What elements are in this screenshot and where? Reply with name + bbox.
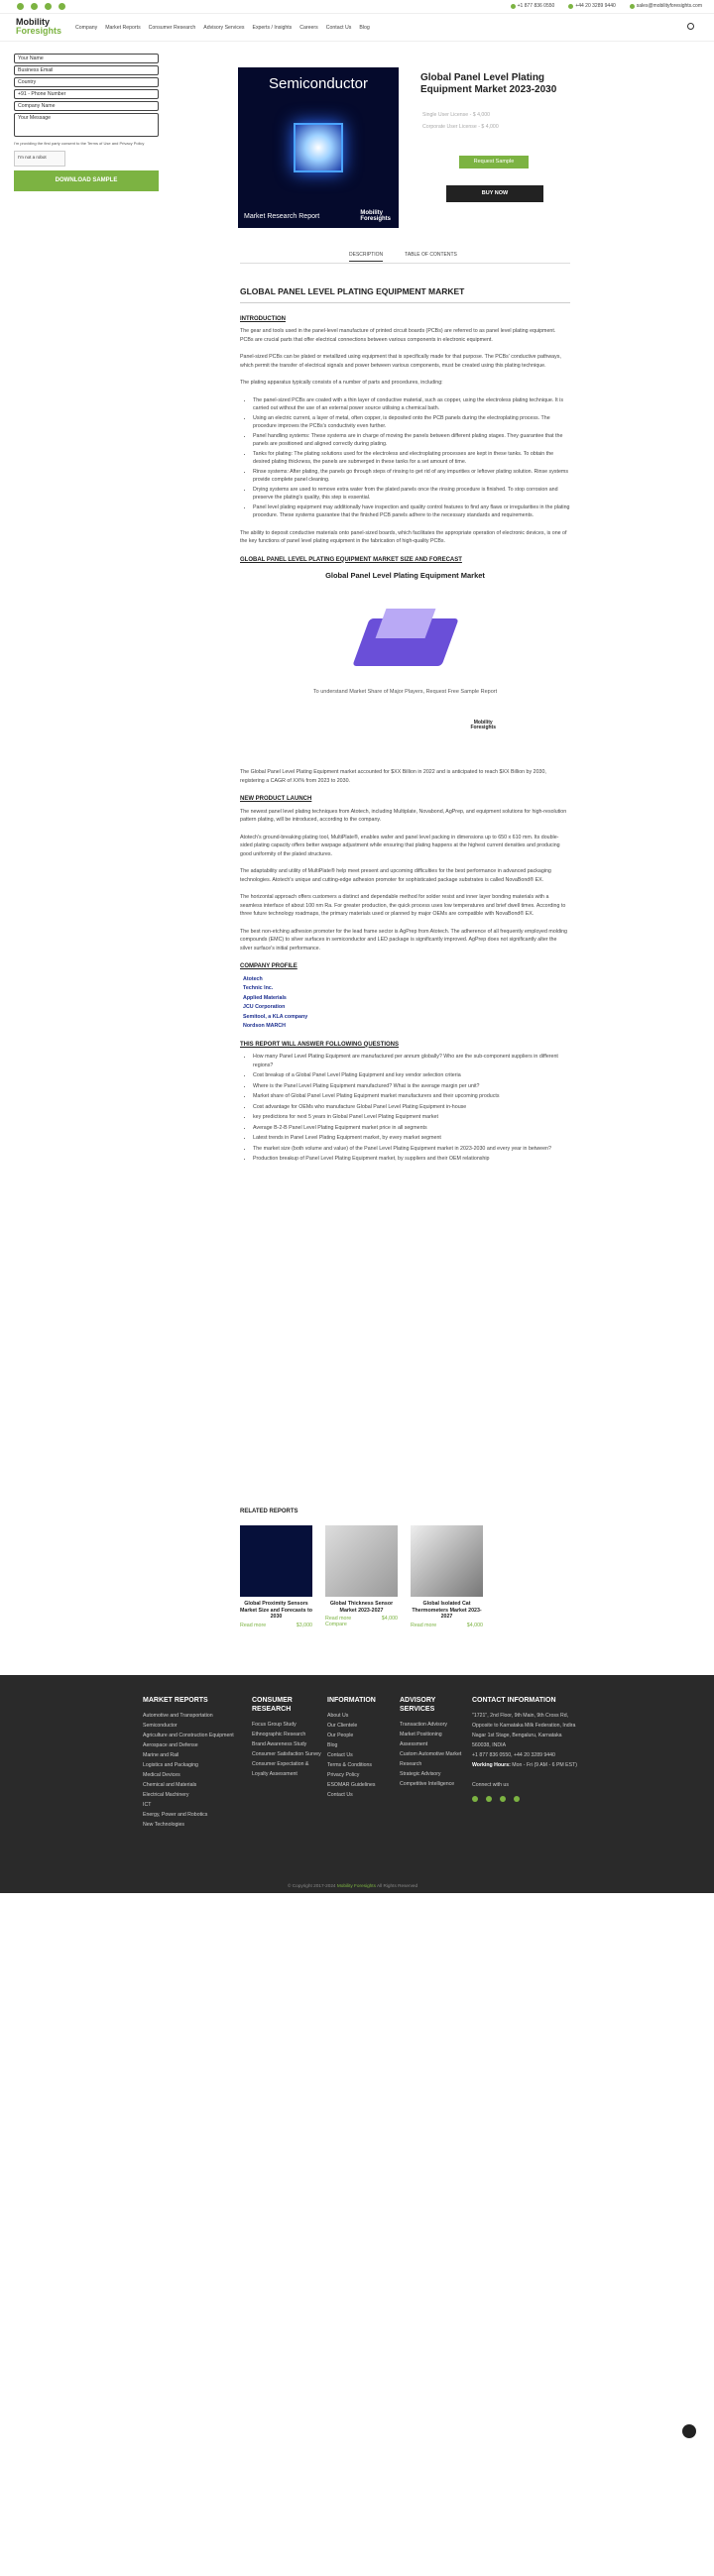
question-item: • Cost advantage for OEMs who manufacture Global Panel Level Plating Equipment in-house (253, 1103, 570, 1112)
footer-link[interactable]: Transaction Advisory (400, 1722, 447, 1728)
footer-link[interactable]: Terms & Conditions (327, 1762, 372, 1768)
price: $4,000 (381, 1616, 398, 1622)
footer-link[interactable]: Our People (327, 1733, 354, 1738)
footer-link[interactable]: ICT (143, 1802, 152, 1808)
footer-link[interactable]: Consumer Satisfaction Survey (252, 1751, 321, 1757)
question-item: • The market size (both volume and value) of the Panel Level Plating Equipment market in 2023-2030 and every year in between? (253, 1145, 570, 1154)
infographic-title: Global Panel Level Plating Equipment Market (325, 571, 485, 580)
phone-us[interactable]: +1 877 836 0550 (511, 3, 555, 9)
address: "1721", 2nd Floor, 9th Main, 9th Cross Rd, Opposite to Karnataka Milk Federation, Indira Nagar 1st Stage, Bengaluru, Karnataka 560038, INDIA (472, 1713, 576, 1748)
footer-link[interactable]: Medical Devices (143, 1772, 180, 1778)
related-card[interactable] (411, 1525, 483, 1628)
main-nav (75, 25, 370, 31)
company-item[interactable]: Applied Materials (243, 994, 287, 1001)
youtube-icon[interactable] (514, 1796, 520, 1802)
footer-link[interactable]: Privacy Policy (327, 1772, 360, 1778)
footer-link[interactable]: Market Positioning Assessment (400, 1732, 442, 1747)
search-icon[interactable] (687, 23, 694, 30)
question-item: • Latest trends in Panel Level Plating Equipment market, by every market segment (253, 1134, 570, 1143)
read-more-link[interactable]: Read more (240, 1622, 267, 1628)
phone-icon (568, 4, 573, 9)
question-item: • Market share of Global Panel Level Plating Equipment market manufacturers and their upcoming products (253, 1092, 570, 1101)
top-bar (0, 0, 714, 14)
questions-list (253, 1053, 570, 1164)
list-item: • Tanks for plating: The plating solutions used for the electroless and electroplating processes are kept in these tanks. To obtain the desired plating thickness, the panels are submerged in these tanks for a set amount of time. (253, 450, 570, 467)
page-title: GLOBAL PANEL LEVEL PLATING EQUIPMENT MARKET (240, 287, 570, 303)
paragraph: The plating apparatus typically consists of a number of parts and procedures, including: (240, 380, 443, 386)
footer-advisory: ADVISORY SERVICES Transaction Advisory Market Positioning Assessment Custom Automotive Market Research Strategic Advisory Competitive Intelligence (400, 1697, 462, 1787)
section-heading: THIS REPORT WILL ANSWER FOLLOWING QUESTIONS (240, 1041, 399, 1048)
footer-link[interactable]: Our Clientele (327, 1723, 358, 1729)
paragraph: The ability to deposit conductive materials onto panel-sized boards, which facilitates the appropriate operation of electronic devices, is one of the key functions of panel level plating equipment in the fabrication of high-quality PCBs. (240, 529, 567, 544)
consent-checkbox[interactable]: I'm providing the first party consent to the Terms of Use and Privacy Policy (14, 141, 145, 146)
facebook-icon[interactable] (17, 3, 24, 10)
footer-link[interactable]: Consumer Expectation & Loyalty Assessment (252, 1761, 309, 1777)
market-infographic (240, 572, 570, 760)
section-heading: GLOBAL PANEL LEVEL PLATING EQUIPMENT MARKET SIZE AND FORECAST (240, 556, 462, 563)
footer-consumer-research: CONSUMER RESEARCH Focus Group Study Ethnographic Research Brand Awareness Study Consumer Satisfaction Survey Consumer Expectation & Loyalty Assessment (252, 1697, 321, 1777)
list-item: • Drying systems are used to remove extra water from the plated panels once the rinsing procedure is finished. To stop corrosion and preserve the plating's quality, this step is essential. (253, 486, 570, 503)
paragraph: The best non-etching adhesion promoter for the lead frame sector is AgPrep from Atotech. The adherence of all frequently employed molding compounds (EMC) to silver surfaces in semiconductor and LED package is significantly improved. AgPrep does not significantly alter the silver surface's initial performance. (240, 928, 567, 952)
footer-link[interactable]: Focus Group Study (252, 1722, 297, 1728)
download-sample-button[interactable]: DOWNLOAD SAMPLE (14, 170, 159, 191)
footer-link[interactable]: Brand Awareness Study (252, 1741, 307, 1747)
footer-link[interactable]: Strategic Advisory (400, 1771, 441, 1777)
linkedin-icon[interactable] (500, 1796, 506, 1802)
sample-form (14, 54, 159, 191)
related-reports (240, 1509, 570, 1628)
footer-link[interactable]: Chemical and Materials (143, 1782, 197, 1788)
related-card-title[interactable]: Global Isolated Cat Thermometers Market 2023-2027 (412, 1601, 482, 1620)
price: $3,000 (296, 1622, 312, 1628)
mail-icon (630, 4, 635, 9)
company-item[interactable]: Atotech (243, 975, 263, 982)
footer-link[interactable]: Contact Us (327, 1752, 353, 1758)
compare-link[interactable]: Compare (325, 1622, 347, 1627)
footer-link[interactable]: Electrical Machinery (143, 1792, 189, 1798)
related-card[interactable] (325, 1525, 398, 1628)
company-item[interactable]: Technic Inc. (243, 985, 274, 991)
copyright: © Copyright 2017-2024 Mobility Foresights All Rights Reserved (288, 1883, 418, 1888)
footer-link[interactable]: Aerospace and Defense (143, 1742, 198, 1748)
report-description (240, 287, 570, 1173)
footer-link[interactable]: Contact Us (327, 1792, 353, 1798)
cover-brand: Mobility Foresights (360, 210, 391, 222)
report-cover-image (238, 67, 399, 228)
country-field[interactable]: Country (14, 77, 159, 87)
section-heading: COMPANY PROFILE (240, 963, 298, 969)
question-item: • key predictions for next 5 years in Global Panel Level Plating Equipment market (253, 1113, 570, 1122)
email-field[interactable]: Business Email (14, 65, 159, 75)
infographic-brand: Mobility Foresights (470, 720, 496, 730)
nav-item[interactable]: Company (75, 25, 98, 31)
related-card-image[interactable] (240, 1525, 312, 1597)
nav-item[interactable]: Consumer Research (148, 25, 196, 31)
paragraph: Panel-sized PCBs can be plated or metallized using equipment that is specifically made for that purpose. The PCBs' conductive pathways, which permit the transfer of electrical signals and power between various components, must be created using this plating technique. (240, 354, 561, 369)
nav-item[interactable]: Advisory Services (203, 25, 245, 31)
company-item[interactable]: Nordson MARCH (243, 1023, 286, 1029)
phone-icon (511, 4, 516, 9)
site-logo[interactable]: Mobility Foresights (16, 17, 62, 36)
section-heading: NEW PRODUCT LAUNCH (240, 796, 312, 802)
footer-link[interactable]: Agriculture and Construction Equipment (143, 1733, 234, 1738)
company-item[interactable]: Semitool, a KLA company (243, 1013, 308, 1020)
related-card-image[interactable] (325, 1525, 398, 1597)
list-item: • Panel level plating equipment may additionally have inspection and quality control features to find any flaws or irregularities in the plating procedure. These systems guarantee that the finished PCB panels adhere to the necessary standards and requirements. (253, 504, 570, 520)
company-item[interactable]: JCU Corporation (243, 1004, 286, 1010)
linkedin-icon[interactable] (45, 3, 52, 10)
phone-uk[interactable]: +44 20 3289 9440 (568, 3, 615, 9)
twitter-icon[interactable] (31, 3, 38, 10)
list-item: • Rinse systems: After plating, the panels go through steps of rinsing to get rid of any impurities or leftover plating solution. Rinse systems provide complete panel cleaning. (253, 468, 570, 485)
paragraph: The horizontal approach offers customers a distinct and dependable method for solder resist and inner layer bonding materials with a seamless interface of about 100 nm Ra. For greater production, the quick process uses low temperatures and brief dwell times. According to three future technology roadmaps, the primary materials used or planned by major OEMs are compatible with NovaBond® EX. (240, 894, 566, 917)
cover-title: Semiconductor (268, 75, 369, 92)
price: $4,000 (466, 1622, 483, 1628)
related-title: RELATED REPORTS (240, 1509, 298, 1514)
nav-item[interactable]: Blog (359, 25, 370, 31)
footer-market-reports: MARKET REPORTS Automotive and Transportation Semiconductor Agriculture and Construction Equipment Aerospace and Defense Marine and Rail Logistics and Packaging Medical Devices Chemical and Materials Electrical Machinery ICT Energy, Power and Robotics New Technologies (143, 1696, 237, 1830)
name-field[interactable]: Your Name (14, 54, 159, 63)
message-field[interactable]: Your Message (14, 113, 159, 137)
youtube-icon[interactable] (59, 3, 65, 10)
question-item: • Average B-2-B Panel Level Plating Equipment market price in all segments (253, 1124, 570, 1133)
footer-link[interactable]: Marine and Rail (143, 1752, 179, 1758)
question-item: • Where is the Panel Level Plating Equipment manufactured? What is the average margin per unit? (253, 1082, 570, 1091)
nav-item[interactable]: Careers (299, 25, 318, 31)
captcha-widget[interactable]: I'm not a robot (14, 151, 65, 167)
question-item: • Production breakup of Panel Level Plating Equipment market, by suppliers and their OEM relationship (253, 1155, 570, 1164)
question-item: • How many Panel Level Plating Equipment are manufactured per annum globally? Who are the sub-component suppliers in different regions? (253, 1053, 570, 1069)
paragraph: The newest panel level plating techniques from Atotech, including Multiplate, Novabond, AgPrep, and equipment solutions for high-resolution pattern plating, will be introduced, according to the company. (240, 808, 567, 823)
nav-item[interactable]: Experts / Insights (252, 25, 293, 31)
related-card[interactable] (240, 1525, 312, 1628)
footer-link[interactable]: Semiconductor (143, 1723, 178, 1729)
company-list (243, 975, 570, 1031)
infographic-caption[interactable]: To understand Market Share of Major Players, Request Free Sample Report (312, 688, 498, 695)
footer-link[interactable]: ESOMAR Guidelines (327, 1782, 376, 1788)
product-title: Global Panel Level Plating Equipment Market 2023-2030 (420, 72, 557, 95)
list-item: • Panel handling systems: These systems are in charge of moving the panels between different plating stages. They guarantee that the panels are positioned and aligned correctly during plating. (253, 432, 570, 449)
copyright-brand-link[interactable]: Mobility Foresights (336, 1883, 376, 1888)
twitter-icon[interactable] (486, 1796, 492, 1802)
related-card-title[interactable]: Global Thickness Sensor Market 2023-2027 (329, 1601, 394, 1614)
phone-field[interactable]: +91 - Phone Number (14, 89, 159, 99)
footer-link[interactable]: About Us (327, 1713, 349, 1719)
site-footer (0, 1675, 714, 1893)
section-heading: INTRODUCTION (240, 315, 286, 322)
top-social-links (17, 3, 65, 10)
footer-link[interactable]: Custom Automotive Market Research (400, 1751, 462, 1767)
site-header (0, 14, 714, 42)
tab-description[interactable]: DESCRIPTION (349, 252, 383, 262)
list-item: • Using an electric current, a layer of metal, often copper, is deposited onto the PCB panels during the electroplating process. The procedure improves the PCBs's conductivity even further. (253, 414, 570, 431)
license-single[interactable]: Single User License - $ 4,000 (422, 112, 491, 118)
nav-item[interactable]: Market Reports (105, 25, 141, 31)
related-card-title[interactable]: Global Proximity Sensors Market Size and Forecasts to 2030 (240, 1601, 313, 1620)
footer-link[interactable]: Automotive and Transportation (143, 1713, 213, 1719)
footer-information: INFORMATION About Us Our Clientele Our People Blog Contact Us Terms & Conditions Privacy Policy ESOMAR Guidelines Contact Us (327, 1696, 393, 1800)
connect-label: Connect with us (472, 1782, 509, 1788)
footer-link[interactable]: Competitive Intelligence (400, 1781, 455, 1787)
request-sample-button[interactable]: Request Sample (459, 156, 529, 168)
company-field[interactable]: Company Name (14, 101, 159, 111)
license-corporate[interactable]: Corporate User License - $ 4,000 (422, 124, 499, 130)
footer-contact: CONTACT INFORMATION "1721", 2nd Floor, 9th Main, 9th Cross Rd, Opposite to Karnataka Milk Federation, Indira Nagar 1st Stage, Bengaluru, Karnataka 560038, INDIA +1 877 836 0550, +44 20 3289 9440 Working Hours: Mon - Fri (9 AM - 6 PM EST) Connect with us (472, 1696, 581, 1802)
paragraph: The gear and tools used in the panel-level manufacture of printed circuit boards (PCBs) are referred to as panel level plating equipment. PCBs are crucial parts that offer electrical connections between various components in electronic equipment. (240, 328, 556, 343)
tab-divider (240, 263, 570, 264)
facebook-icon[interactable] (472, 1796, 478, 1802)
question-item: • Cost breakup of a Global Panel Level Plating Equipment and key vendor selection criteria (253, 1071, 570, 1080)
chat-widget-button[interactable] (682, 2424, 696, 2438)
footer-link[interactable]: Ethnographic Research (252, 1732, 306, 1737)
footer-link[interactable]: New Technologies (143, 1822, 185, 1828)
tab-table-of-contents[interactable]: TABLE OF CONTENTS (405, 252, 457, 258)
cover-subtitle: Market Research Report (244, 213, 320, 220)
process-list (253, 396, 570, 520)
paragraph: The adaptability and utility of MultiPlate® help meet present and upcoming difficulties for the best performance in advanced packaging technologies. Atotech's unique and cutting-edge adhesion promoter for sophisticated package substrates is called NovaBond® EX. (240, 868, 551, 883)
footer-link[interactable]: Energy, Power and Robotics (143, 1812, 208, 1818)
email-link[interactable]: sales@mobilityforesights.com (630, 3, 702, 9)
read-more-link[interactable]: Read more (325, 1616, 352, 1622)
content-tabs (349, 252, 457, 262)
footer-link[interactable]: Logistics and Packaging (143, 1762, 198, 1768)
read-more-link[interactable]: Read more (411, 1622, 437, 1628)
paragraph: The Global Panel Level Plating Equipment market accounted for $XX Billion in 2022 and is anticipated to reach $XX Billion by 2030, registering a CAGR of XX% from 2023 to 2030. (240, 769, 546, 784)
paragraph: Atotech's ground-breaking plating tool, MultiPlate®, enables wafer and panel level packing in dimensions up to 650 x 610 mm. Its double-sided plating capacity offers better warpage adjustment while ensuring that plating happens at the highest current densities and producing good uniformity of the plated structures. (240, 834, 560, 857)
chip-graphic (294, 123, 343, 172)
footer-phone[interactable]: +1 877 836 0550, +44 20 3289 9440 (472, 1752, 555, 1758)
related-card-image[interactable] (411, 1525, 483, 1597)
footer-link[interactable]: Blog (327, 1742, 338, 1748)
list-item: • The panel-sized PCBs are coated with a thin layer of conductive material, such as copper, using the electroless plating technique. It is carried out without the use of an external power source utilising a chemical bath. (253, 396, 570, 413)
infographic-illustration (341, 589, 470, 683)
buy-now-button[interactable]: BUY NOW (446, 185, 543, 202)
nav-item[interactable]: Contact Us (325, 25, 352, 31)
